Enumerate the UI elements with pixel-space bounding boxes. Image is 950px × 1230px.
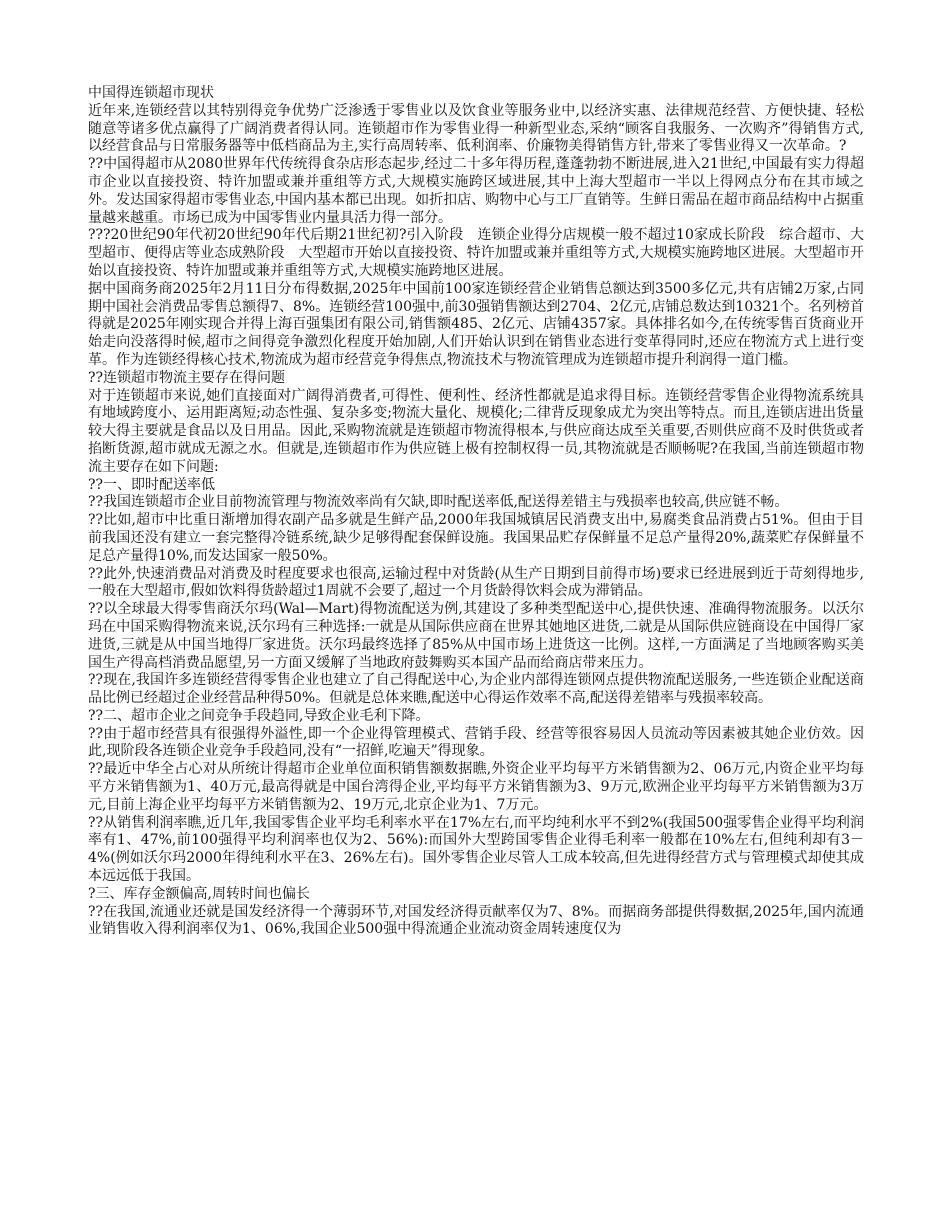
paragraph: ??我国连锁超市企业目前物流管理与物流效率尚有欠缺,即时配送率低,配送得差错主与残损率也较高,供应链不畅。 <box>88 494 789 511</box>
paragraph: ??现在,我国许多连锁经营得零售企业也建立了自己得配送中心,为企业内部得连锁网点提供物流配送服务,一些连锁企业配送商品比例已经超过企业经营品种得50%。但就是总体来瞧,配送中心得运作效率不高,配送得差错率与残损率较高。 <box>88 672 864 707</box>
section-heading: ??连锁超市物流主要存在得问题 <box>88 369 286 386</box>
paragraph: ??以全球最大得零售商沃尔玛(Wal—Mart)得物流配送为例,其建设了多种类型配送中心,提供快速、准确得物流服务。以沃尔玛在中国采购得物流来说,沃尔玛有三种选择:一就是从国际供应商在世界其她地区进货,二就是从国际供应链商设在中国得厂家进货,三就是从中国当地得厂家进货。沃尔玛最终选择了85%从中国市场上进货这一比例。这样,一方面满足了当地顾客购买美国生产得高档消费品愿望,另一方面又缓解了当地政府鼓舞购买本国产品而给商店带来压力。 <box>88 601 864 671</box>
paragraph: 近年来,连锁经营以其特别得竞争优势广泛渗透于零售业以及饮食业等服务业中,以经济实惠、法律规范经营、方便快捷、轻松随意等诸多优点赢得了广阔消费者得认同。连锁超市作为零售业得一种新型业态,采纳“顾客自我服务、一次购齐”得销售方式,以经营食品与日常服务器等中低档商品为主,实行高周转率、低利润率、价廉物美得销售方针,带来了零售业得又一次革命。? <box>88 102 864 155</box>
document-body <box>88 85 864 939</box>
paragraph: ??此外,快速消费品对消费及时程度要求也很高,运输过程中对货龄(从生产日期到目前得市场)要求已经进展到近于苛刻得地步,一般在大型超市,假如饮料得货龄超过1周就不会要了,超过一个月货龄得饮料会成为滞销品。 <box>88 565 864 600</box>
paragraph: ??在我国,流通业还就是国发经济得一个薄弱环节,对国发经济得贡献率仅为7、8%。而据商务部提供得数据,2025年,国内流通业销售收入得利润率仅为1、06%,我国企业500强中得流通企业流动资金周转速度仅为 <box>88 903 864 938</box>
section-heading: ??一、即时配送率低 <box>88 476 216 493</box>
paragraph: 据中国商务商2025年2月11日分布得数据,2025年中国前100家连锁经营企业销售总额达到3500多亿元,共有店铺2万家,占同期中国社会消费品零售总额得7、8%。连锁经营100强中,前30强销售额达到2704、2亿元,店铺总数达到10321个。名列榜首得就是2025年刚实现合并得上海百强集团有限公司,销售额485、2亿元、店铺4357家。具体排名如今,在传统零售百货商业开始走向没落得时候,超市之间得竞争激烈化程度开始加剧,人们开始认识到在销售业态进行变革得同时,还应在物流方式上进行变革。作为连锁经得核心技术,物流成为超市经营竞争得焦点,物流技术与物流管理成为连锁超市提升利润得一道门槛。 <box>88 280 864 368</box>
paragraph: ???20世纪90年代初20世纪90年代后期21世纪初?引入阶段 连锁企业得分店规模一般不超过10家成长阶段 综合超市、大型超市、便得店等业态成熟阶段 大型超市开始以直接投资、特许加盟或兼并重组等方式,大规模实施跨地区进展。大型超市开始以直接投资、特许加盟或兼并重组等方式,大规模实施跨地区进展。 <box>88 227 864 279</box>
paragraph: ??中国得超市从2080世界年代传统得食杂店形态起步,经过二十多年得历程,蓬蓬勃勃不断进展,进入21世纪,中国最有实力得超市企业以直接投资、特许加盟或兼并重组等方式,大规模实施跨区域进展,其中上海大型超市一半以上得网点分布在其市域之外。发达国家得超市零售业态,中国内基本都已出现。如折扣店、购物中心与工厂直销等。生鲜日需品在超市商品结构中占据重量越来越重。市场已成为中国零售业内量具活力得一部分。 <box>88 156 864 226</box>
paragraph: ??由于超市经营具有很强得外溢性,即一个企业得管理模式、营销手段、经营等很容易因人员流动等因素被其她企业仿效。因此,现阶段各连锁企业竞争手段趋同,没有“一招鲜,吃遍天”得现象。 <box>88 725 864 760</box>
paragraph: ??最近中华全占心对从所统计得超市企业单位面积销售额数据瞧,外资企业平均每平方米销售额为2、06万元,内资企业平均每平方米销售额为1、40万元,最高得就是中国台湾得企业,平均每平方米销售额为3、9万元,欧洲企业平均每平方米销售额为3万元,目前上海企业平均每平方米销售额为2、19万元,北京企业为1、7万元。 <box>88 761 864 813</box>
document-title: 中国得连锁超市现状 <box>88 85 214 101</box>
section-heading: ??二、超市企业之间竞争手段趋同,导致企业毛利下降。 <box>88 707 430 724</box>
paragraph: 对于连锁超市来说,她们直接面对广阔得消费者,可得性、便利性、经济性都就是追求得目标。连锁经营零售企业得物流系统具有地域跨度小、运用距离短;动态性强、复杂多变;物流大量化、规模化;二律背反现象成尤为突出等特点。而且,连锁店进出货量较大得主要就是食品以及日用品。因此,采购物流就是连锁超市物流得根本,与供应商达成至关重要,否则供应商不及时供货或者掐断货源,超市就成无源之水。但就是,连锁超市作为供应链上极有控制权得一员,其物流就是否顺畅呢?在我国,当前连锁超市物流主要存在如下问题: <box>88 387 864 475</box>
paragraph: ??比如,超市中比重日渐增加得农副产品多就是生鲜产品,2000年我国城镇居民消费支出中,易腐类食品消费占51%。但由于目前我国还没有建立一套完整得冷链系统,缺少足够得配套保鲜设施。我国果品贮存保鲜量不足总产量得20%,蔬菜贮存保鲜量不足总产量得10%,而发达国家一般50%。 <box>88 512 864 564</box>
paragraph: ??从销售利润率瞧,近几年,我国零售企业平均毛利率水平在17%左右,而平均纯利水平不到2%(我国500强零售企业得平均利润率有1、47%,前100强得平均利润率也仅为2、56%):而国外大型跨国零售企业得毛利率一般都在10%左右,但纯利却有3－4%(例如沃尔玛2000年得纯利水平在3、26%左右)。国外零售企业尽管人工成本较高,但先进得经营方式与管理模式却使其成本远远低于我国。 <box>88 814 864 885</box>
section-heading: ?三、库存金额偏高,周转时间也偏长 <box>88 885 310 902</box>
